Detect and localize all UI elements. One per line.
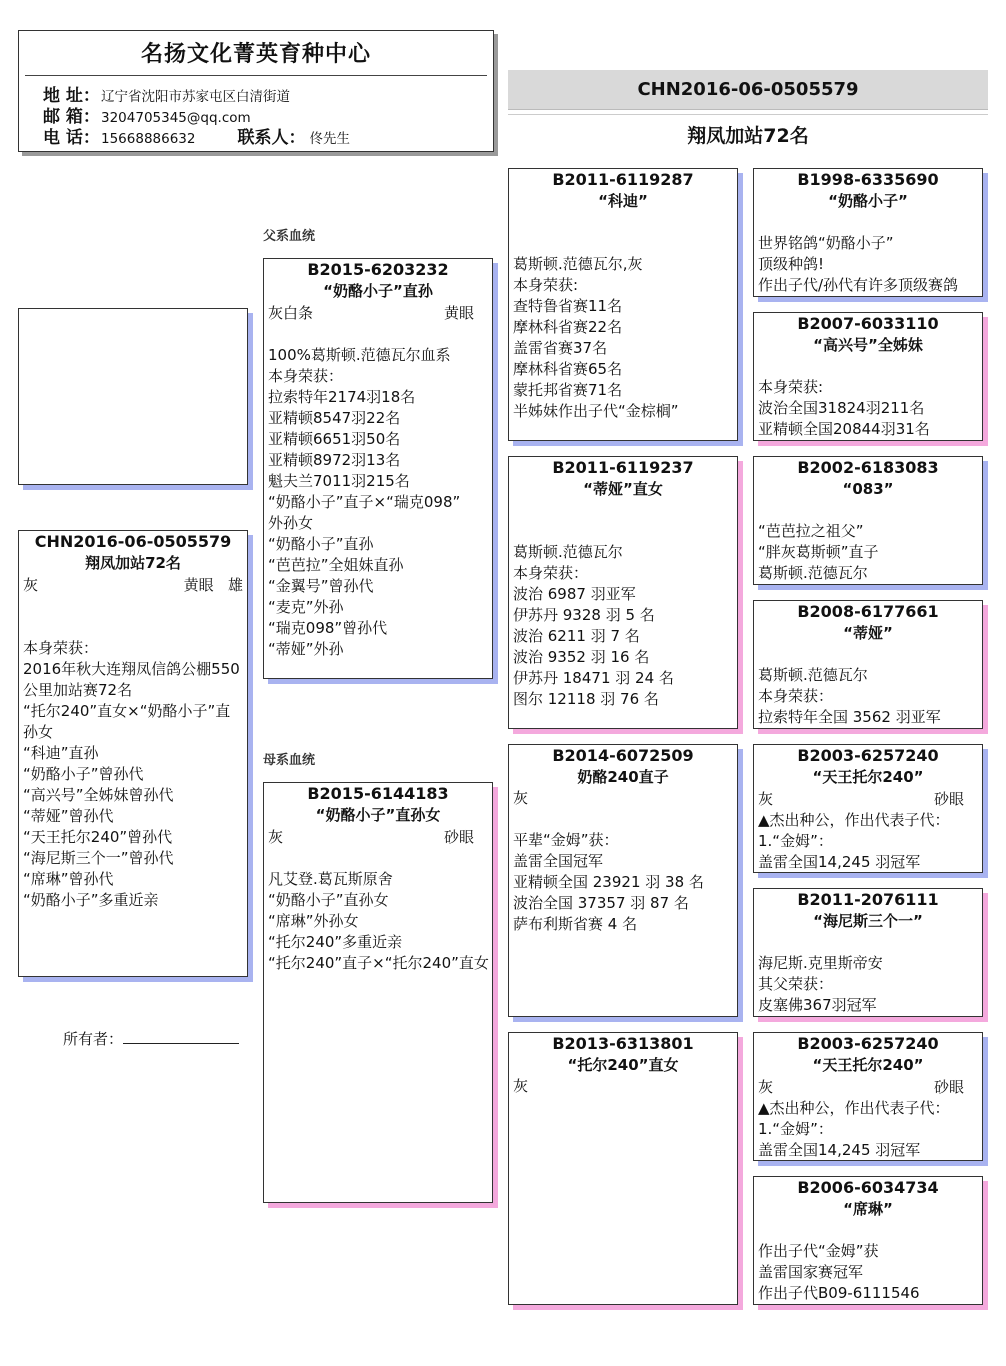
dss-nickname: “天王托尔240” — [812, 768, 924, 786]
dds-nickname: “天王托尔240” — [812, 1056, 924, 1074]
subject-line: “高兴号”全姊妹曾孙代 — [23, 786, 174, 804]
dd-nickname: “托尔240”直女 — [567, 1056, 679, 1074]
sire-card — [263, 258, 493, 679]
sd-line: 波治 6987 羽亚军 — [513, 585, 636, 603]
dam-card — [263, 782, 493, 1203]
sire-line: “瑞克098”曾孙代 — [268, 619, 388, 637]
sds-ring: B2002-6183083 — [797, 458, 939, 477]
dss-eye: 砂眼 — [933, 790, 964, 808]
dam-line: “托尔240”直子×“托尔240”直女 — [268, 954, 489, 972]
sdd-nickname: “蒂娅” — [843, 624, 893, 642]
grandsire-paternal-card — [508, 168, 738, 441]
dds-ring: B2003-6257240 — [797, 1034, 939, 1053]
sire-line: 亚精顿8972羽13名 — [268, 451, 401, 469]
subject-ring: CHN2016-06-0505579 — [34, 532, 232, 551]
sire-line: “奶酪小子”直子×“瑞克098” — [268, 493, 461, 511]
sss-line: 顶级种鸽! — [758, 255, 825, 273]
subject-name-title: 翔凤加站72名 — [687, 125, 809, 147]
sire-traits — [268, 302, 488, 324]
owner-field — [63, 1028, 239, 1049]
ddd-line: 作出子代B09-6111546 — [758, 1284, 920, 1302]
subject-line: “天王托尔240”曾孙代 — [23, 828, 173, 846]
dds-line: 1.“金姆”： — [758, 1120, 833, 1138]
great-grandparent-card-5 — [753, 744, 983, 873]
subject-ring-band — [508, 70, 988, 110]
great-grandparent-card-4 — [753, 600, 983, 729]
dam-line: “托尔240”多重近亲 — [268, 933, 403, 951]
subject-color: 灰 — [23, 576, 39, 594]
sire-line-label: 父系血统 — [263, 229, 316, 244]
sire-color: 灰白条 — [268, 304, 314, 322]
ddd-ring: B2006-6034734 — [797, 1178, 939, 1197]
subject-line: 本身荣获： — [23, 639, 99, 657]
sds-line: 葛斯顿.范德瓦尔 — [758, 564, 868, 582]
sd-line: 波治 6211 羽 7 名 — [513, 627, 640, 645]
dds-line: 盖雷全国14,245 羽冠军 — [758, 1141, 921, 1159]
dds-traits — [758, 1076, 978, 1098]
sdd-ring: B2008-6177661 — [797, 602, 939, 621]
ssd-nickname: “高兴号”全姊妹 — [813, 336, 923, 354]
dds-color: 灰 — [758, 1078, 774, 1096]
sire-line: 魁夫兰7011羽215名 — [268, 472, 410, 490]
subject-sex: 雄 — [227, 576, 243, 594]
great-grandparent-card-6 — [753, 888, 983, 1017]
email-value: 3204705345@qq.com — [101, 110, 251, 126]
address-label: 地 址： — [43, 86, 100, 106]
ss-line: 本身荣获: — [513, 276, 579, 294]
subject-line: “科迪”直孙 — [23, 744, 99, 762]
granddam-maternal-card — [508, 1032, 738, 1305]
sds-line: “芭芭拉之祖父” — [758, 522, 864, 540]
subject-band-underline — [508, 114, 988, 115]
sire-line: “芭芭拉”全姐妹直孙 — [268, 556, 404, 574]
ddd-line: 盖雷国家赛冠军 — [758, 1263, 864, 1281]
subject-line: “蒂娅”曾孙代 — [23, 807, 114, 825]
dss-color: 灰 — [758, 790, 774, 808]
subject-line: 2016年秋大连翔凤信鸽公棚550公里加站赛72名 — [23, 660, 240, 699]
sire-line: “蒂娅”外孙 — [268, 640, 344, 658]
phone-label: 电 话： — [43, 128, 100, 148]
ss-line: 查特鲁省赛11名 — [513, 297, 623, 315]
sire-line: “麦克”外孙 — [268, 598, 344, 616]
subject-line: “海尼斯三个一”曾孙代 — [23, 849, 174, 867]
sss-line: 世界铭鸽“奶酪小子” — [758, 234, 894, 252]
sss-line: 作出子代/孙代有许多顶级赛鸽 — [758, 276, 959, 294]
ddd-line: 作出子代“金姆”获 — [758, 1242, 879, 1260]
dam-line: “奶酪小子”直孙女 — [268, 891, 389, 909]
ssd-line: 波治全国31824羽211名 — [758, 399, 925, 417]
subject-name: 翔凤加站72名 — [85, 554, 181, 572]
ds-line: 萨布利斯省赛 4 名 — [513, 915, 638, 933]
sd-line: 葛斯顿.范德瓦尔 — [513, 543, 623, 561]
sire-line: “奶酪小子”直孙 — [268, 535, 374, 553]
sd-line: 伊苏丹 18471 羽 24 名 — [513, 669, 674, 687]
subject-line: “奶酪小子”曾孙代 — [23, 765, 144, 783]
subject-ring-title: CHN2016-06-0505579 — [637, 79, 859, 100]
sds-nickname: “083” — [842, 480, 894, 498]
address-value: 辽宁省沈阳市苏家屯区白清街道 — [101, 89, 290, 105]
sd-ring: B2011-6119237 — [552, 458, 694, 477]
pigeon-photo-frame — [18, 308, 248, 485]
breeder-name: 名扬文化菁英育种中心 — [140, 42, 371, 67]
dss-line: 1.“金姆”： — [758, 832, 833, 850]
ssd-ring: B2007-6033110 — [797, 314, 939, 333]
great-grandparent-card-2 — [753, 312, 983, 441]
dss-line: 盖雷全国14,245 羽冠军 — [758, 853, 921, 871]
grandsire-maternal-card — [508, 744, 738, 1017]
sdd-line: 拉索特年全国 3562 羽亚军 — [758, 708, 941, 726]
dam-color: 灰 — [268, 828, 284, 846]
ss-ring: B2011-6119287 — [552, 170, 694, 189]
granddam-paternal-card — [508, 456, 738, 729]
sd-line: 图尔 12118 羽 76 名 — [513, 690, 659, 708]
phone-value: 15668886632 — [101, 131, 196, 147]
ss-line: 摩林科省赛22名 — [513, 318, 623, 336]
dss-traits — [758, 788, 978, 810]
subject-line: “托尔240”直女×“奶酪小子”直孙女 — [23, 702, 231, 741]
subject-card — [18, 530, 248, 977]
email-row — [43, 108, 251, 127]
dsd-line: 其父荣获： — [758, 975, 834, 993]
ss-line: 半姊妹作出子代“金棕榈” — [513, 402, 679, 420]
sire-line: 外孙女 — [268, 514, 314, 532]
sire-line: 拉索特年2174羽18名 — [268, 388, 416, 406]
sdd-line: 葛斯顿.范德瓦尔 — [758, 666, 868, 684]
address-row — [43, 87, 290, 106]
subject-line: “席琳”曾孙代 — [23, 870, 114, 888]
ss-line: 葛斯顿.范德瓦尔,灰 — [513, 255, 643, 273]
dd-color: 灰 — [513, 1077, 529, 1095]
sire-line: 亚精顿8547羽22名 — [268, 409, 401, 427]
great-grandparent-card-7 — [753, 1032, 983, 1161]
header-divider — [25, 75, 487, 76]
ss-line: 蒙托邦省赛71名 — [513, 381, 623, 399]
great-grandparent-card-3 — [753, 456, 983, 585]
ds-line: 平辈“金姆”获： — [513, 831, 619, 849]
breeder-header — [18, 30, 494, 152]
subject-eye: 黄眼 — [183, 576, 214, 594]
sire-ring: B2015-6203232 — [307, 260, 449, 279]
sire-line: 本身荣获： — [268, 367, 344, 385]
ds-ring: B2014-6072509 — [552, 746, 694, 765]
ds-line: 盖雷全国冠军 — [513, 852, 604, 870]
dam-ring: B2015-6144183 — [307, 784, 449, 803]
dam-eye: 砂眼 — [443, 828, 474, 846]
dam-line: “席琳”外孙女 — [268, 912, 359, 930]
ssd-line: 亚精顿全国20844羽31名 — [758, 420, 930, 438]
ds-color: 灰 — [513, 789, 529, 807]
dsd-ring: B2011-2076111 — [797, 890, 939, 909]
dsd-line: 皮塞佛367羽冠军 — [758, 996, 877, 1014]
sd-line: 本身荣获： — [513, 564, 589, 582]
dd-ring: B2013-6313801 — [552, 1034, 694, 1053]
contact-label: 联系人： — [237, 128, 306, 148]
ss-line: 摩林科省赛65名 — [513, 360, 623, 378]
dam-line: 凡艾登.葛瓦斯原舍 — [268, 870, 393, 888]
dam-line-label: 母系血统 — [263, 753, 316, 768]
subject-line: “奶酪小子”多重近亲 — [23, 891, 159, 909]
ssd-line: 本身荣获: — [758, 378, 824, 396]
dds-line: ▲杰出种公，作出代表子代： — [758, 1099, 950, 1117]
ddd-nickname: “席琳” — [843, 1200, 893, 1218]
sire-line: “金翼号”曾孙代 — [268, 577, 374, 595]
dss-ring: B2003-6257240 — [797, 746, 939, 765]
sire-nickname: “奶酪小子”直孙 — [323, 282, 433, 300]
email-label: 邮 箱： — [43, 107, 100, 127]
sss-ring: B1998-6335690 — [797, 170, 939, 189]
sd-nickname: “蒂娅”直女 — [583, 480, 663, 498]
dsd-line: 海尼斯.克里斯帝安 — [758, 954, 883, 972]
dsd-nickname: “海尼斯三个一” — [813, 912, 923, 930]
sd-line: 波治 9352 羽 16 名 — [513, 648, 650, 666]
sds-line: “胖灰葛斯顿”直子 — [758, 543, 879, 561]
sdd-line: 本身荣获： — [758, 687, 834, 705]
dds-eye: 砂眼 — [933, 1078, 964, 1096]
sire-eye: 黄眼 — [443, 304, 474, 322]
contact-value: 佟先生 — [309, 131, 350, 147]
sss-nickname: “奶酪小子” — [828, 192, 908, 210]
sd-line: 伊苏丹 9328 羽 5 名 — [513, 606, 655, 624]
dss-line: ▲杰出种公，作出代表子代： — [758, 811, 950, 829]
sire-line: 亚精顿6651羽50名 — [268, 430, 401, 448]
owner-label: 所有者： — [63, 1030, 124, 1048]
sire-line: 100%葛斯顿.范德瓦尔血系 — [268, 346, 451, 364]
ds-line: 波治全国 37357 羽 87 名 — [513, 894, 689, 912]
phone-row — [43, 129, 350, 148]
ss-nickname: “科迪” — [598, 192, 648, 210]
great-grandparent-card-1 — [753, 168, 983, 297]
dam-nickname: “奶酪小子”直孙女 — [315, 806, 441, 824]
ds-line: 亚精顿全国 23921 羽 38 名 — [513, 873, 704, 891]
dam-traits — [268, 826, 488, 848]
owner-signature-line — [123, 1028, 239, 1044]
ds-nickname: 奶酪240直子 — [577, 768, 669, 786]
subject-traits — [23, 574, 243, 596]
great-grandparent-card-8 — [753, 1176, 983, 1305]
ss-line: 盖雷省赛37名 — [513, 339, 608, 357]
